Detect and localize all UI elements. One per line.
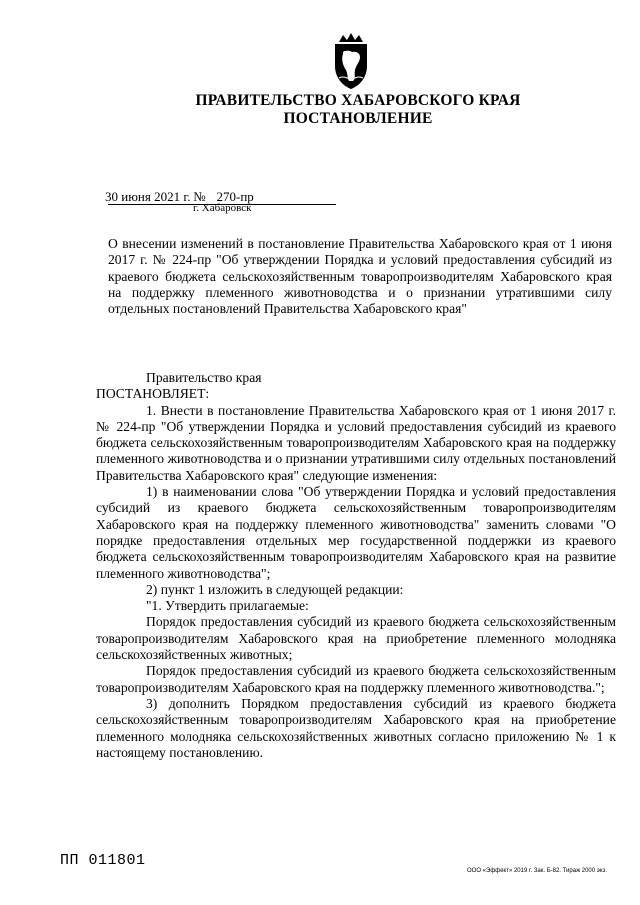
khabarovsk-coat-of-arms-icon [329,32,373,90]
paragraph-procedure-2: Порядок предоставления субсидий из краевого бюджета сельскохозяйственным товаропроизводителям Хабаровского края на поддержку племенного животноводства."; [96,663,616,695]
city: г. Хабаровск [193,202,252,214]
resolves-heading: ПОСТАНОВЛЯЕТ: [96,386,210,402]
paragraph-1: 1. Внести в постановление Правительства Хабаровского края от 1 июня 2017 г. № 224-пр "Об утверждении Порядка и условий предоставления субсидий из краевого бюджета сельскохозяйственным товаропроизводителям Хабаровского края на поддержку племенного животноводства и о признании утратившими силу отдельных постановлений Правительства Хабаровского края" следующие изменения: [96,402,616,483]
paragraph-1-3: 3) дополнить Порядком предоставления субсидий из краевого бюджета сельскохозяйственным товаропроизводителям Хабаровского края на приобретение племенного молодняка сельскохозяйственных животных согласно приложению № 1 к настоящему постановлению. [96,695,616,760]
document-date: 30 июня 2021 г. [105,189,191,204]
paragraph-1-2: 2) пункт 1 изложить в следующей редакции: [146,581,404,597]
document-subject: О внесении изменений в постановление Правительства Хабаровского края от 1 июня 2017 г. № 224-пр "Об утверждении Порядка и условий предоставления субсидий из краевого бюджета сельскохозяйственным товаропроизводителям Хабаровского края на поддержку племенного животноводства и о признании утратившими силу отдельных постановлений Правительства Хабаровского края" [108,236,612,317]
document-number: 270-пр [216,189,254,204]
printer-imprint: ООО «Эффект» 2019 г. Зак. Б-82. Тираж 2000 экз. [467,868,607,874]
form-serial-number: ПП 011801 [60,852,146,869]
paragraph-1-1: 1) в наименовании слова "Об утверждении Порядка и условий предоставления субсидий из краевого бюджета сельскохозяйственным товаропроизводителям Хабаровского края на поддержку племенного животноводства" заменить словами "О порядке предоставления отдельных мер государственной поддержки из краевого бюджета сельскохозяйственным товаропроизводителям Хабаровского края на развитие племенного животноводства"; [96,484,616,581]
document-body [96,370,616,761]
paragraph-quote-start: "1. Утвердить прилагаемые: [146,598,309,614]
government-title: ПРАВИТЕЛЬСТВО ХАБАРОВСКОГО КРАЯ [195,92,521,109]
preamble: Правительство края [146,370,262,385]
number-label: № [193,189,206,204]
document-type: ПОСТАНОВЛЕНИЕ [283,110,433,127]
paragraph-procedure-1: Порядок предоставления субсидий из краевого бюджета сельскохозяйственным товаропроизводителям Хабаровского края на приобретение племенного молодняка сельскохозяйственных животных; [96,614,616,663]
